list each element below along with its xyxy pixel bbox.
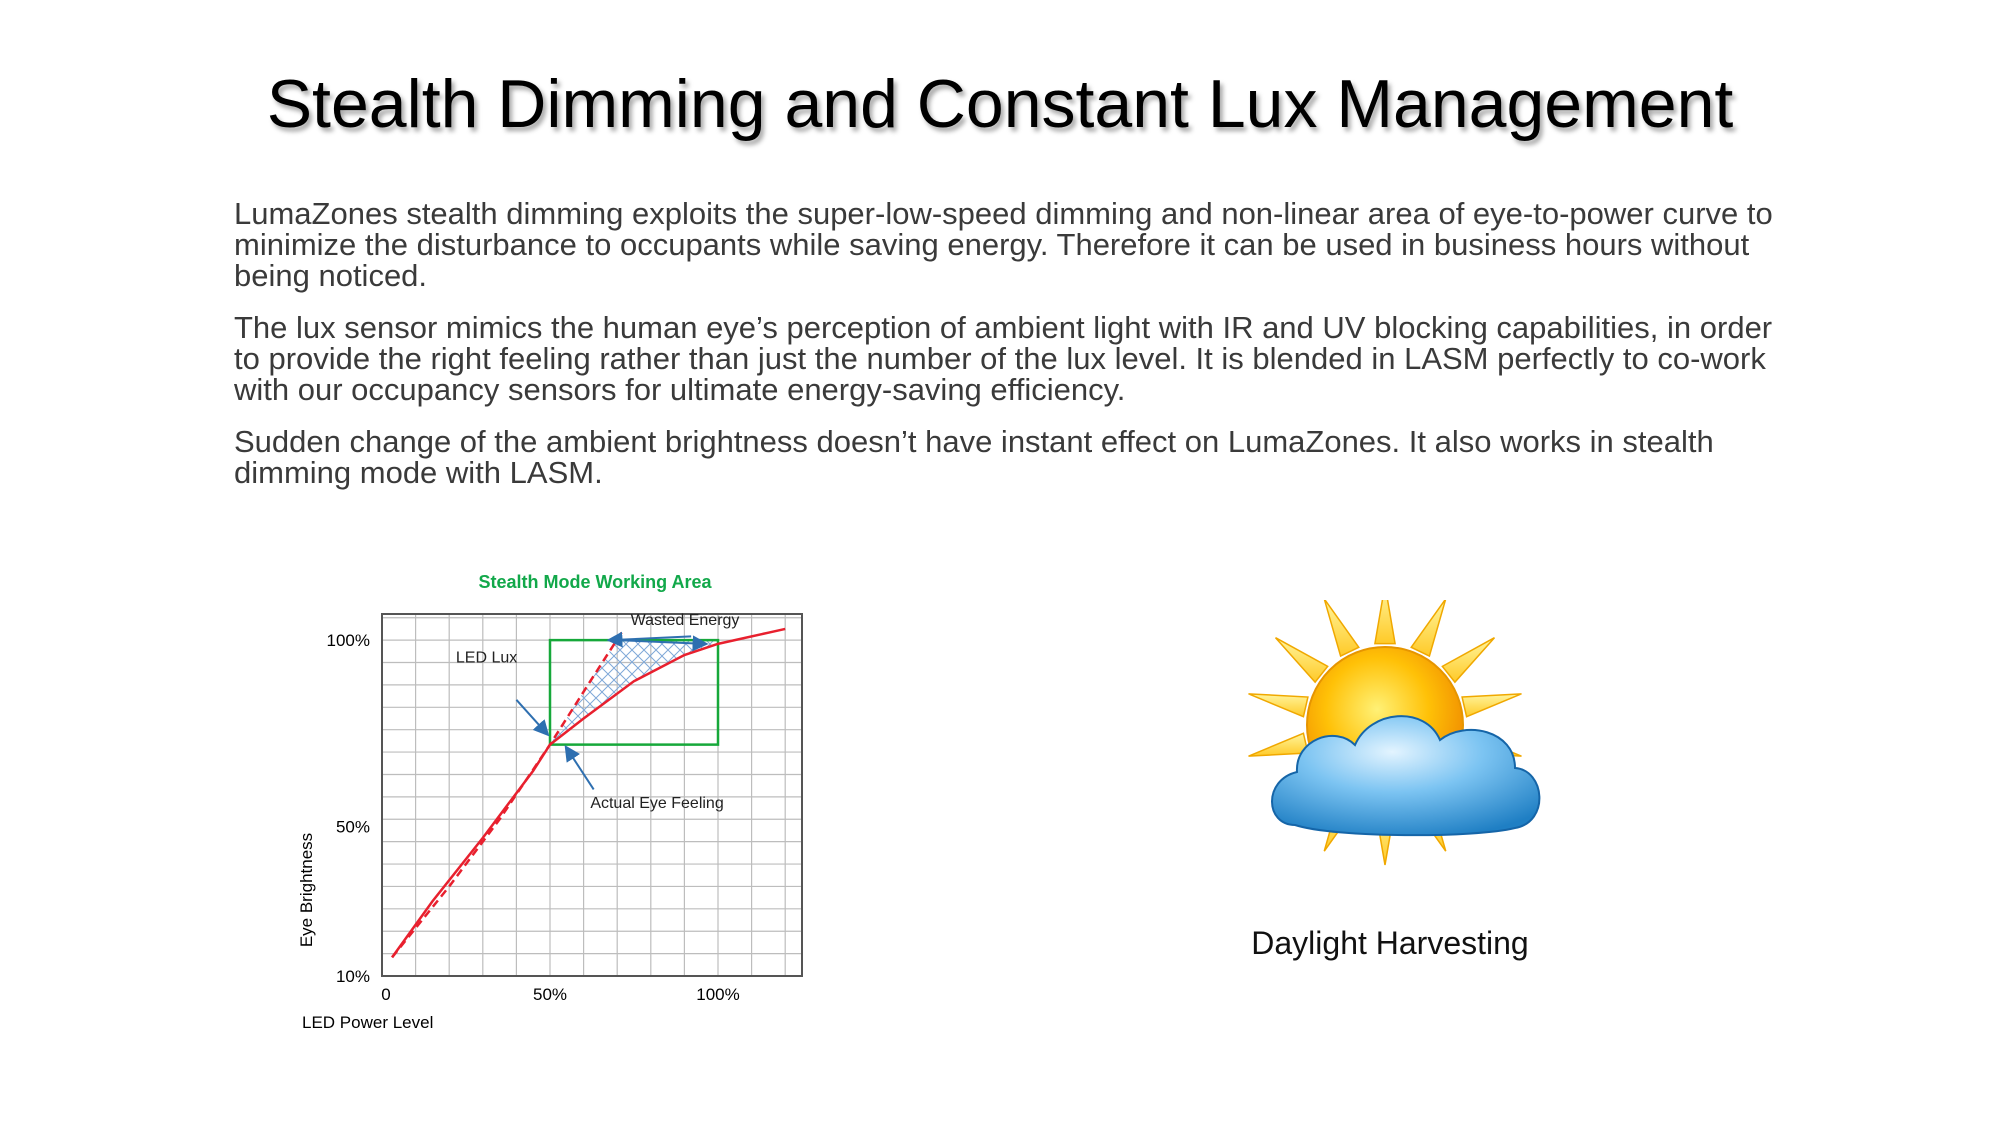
x-axis-label: LED Power Level bbox=[302, 1013, 434, 1032]
y-tick-label: 10% bbox=[335, 967, 370, 986]
chart-title: Stealth Mode Working Area bbox=[478, 572, 712, 592]
chart-svg bbox=[290, 560, 850, 1040]
x-tick-label: 100% bbox=[696, 985, 740, 1004]
sun-ray bbox=[1375, 600, 1395, 644]
slide-title: Stealth Dimming and Constant Lux Management bbox=[266, 66, 1734, 142]
sun-cloud-icon bbox=[1225, 600, 1575, 900]
y-tick-label: 50% bbox=[335, 817, 370, 837]
x-tick-label: 50% bbox=[532, 985, 568, 1004]
sun-ray bbox=[1462, 694, 1521, 717]
stealth-mode-chart bbox=[290, 560, 850, 1040]
series-actual-eye-feeling bbox=[392, 629, 785, 957]
paragraph-ambient-change: Sudden change of the ambient brightness doesn’t have instant effect on LumaZones. It also works in stealth dimming mode with LASM. bbox=[234, 424, 1714, 490]
annotation-actual-eye-feeling: Actual Eye Feeling bbox=[590, 795, 724, 813]
paragraph-stealth-dimming: LumaZones stealth dimming exploits the super-low-speed dimming and non-linear area of eye-to-power curve to minimize the disturbance to occupants while saving energy. Therefore it can be used in business hours without being noticed. bbox=[234, 196, 1773, 293]
paragraph-lux-sensor: The lux sensor mimics the human eye’s perception of ambient light with IR and UV blocking capabilities, in order to provide the right feeling rather than just the number of the lux level. It is blended in LASM perfectly to co-work with our occupancy sensors for ultimate energy-saving efficiency. bbox=[234, 310, 1773, 407]
annotation-led-lux: LED Lux bbox=[455, 649, 518, 667]
sun-ray bbox=[1249, 733, 1308, 756]
sun-ray bbox=[1324, 600, 1359, 656]
daylight-harvesting-caption: Daylight Harvesting bbox=[1251, 925, 1529, 961]
wasted-energy-area bbox=[550, 640, 718, 744]
annotation-wasted-energy: Wasted Energy bbox=[630, 612, 740, 630]
sun-ray bbox=[1276, 638, 1328, 682]
series-layer bbox=[392, 629, 785, 957]
x-tick-label: 0 bbox=[381, 985, 391, 1004]
y-tick-label: 100% bbox=[326, 631, 370, 651]
daylight-harvesting-illustration bbox=[1225, 600, 1575, 900]
sun-ray bbox=[1249, 694, 1308, 717]
annotation-arrow bbox=[567, 748, 594, 789]
annotation-arrow bbox=[516, 700, 546, 734]
sun-ray bbox=[1442, 638, 1494, 682]
tick-labels bbox=[327, 631, 740, 1004]
y-axis-label: Eye Brightness bbox=[297, 832, 316, 948]
sun-ray bbox=[1411, 600, 1446, 656]
body-text bbox=[234, 198, 1794, 509]
